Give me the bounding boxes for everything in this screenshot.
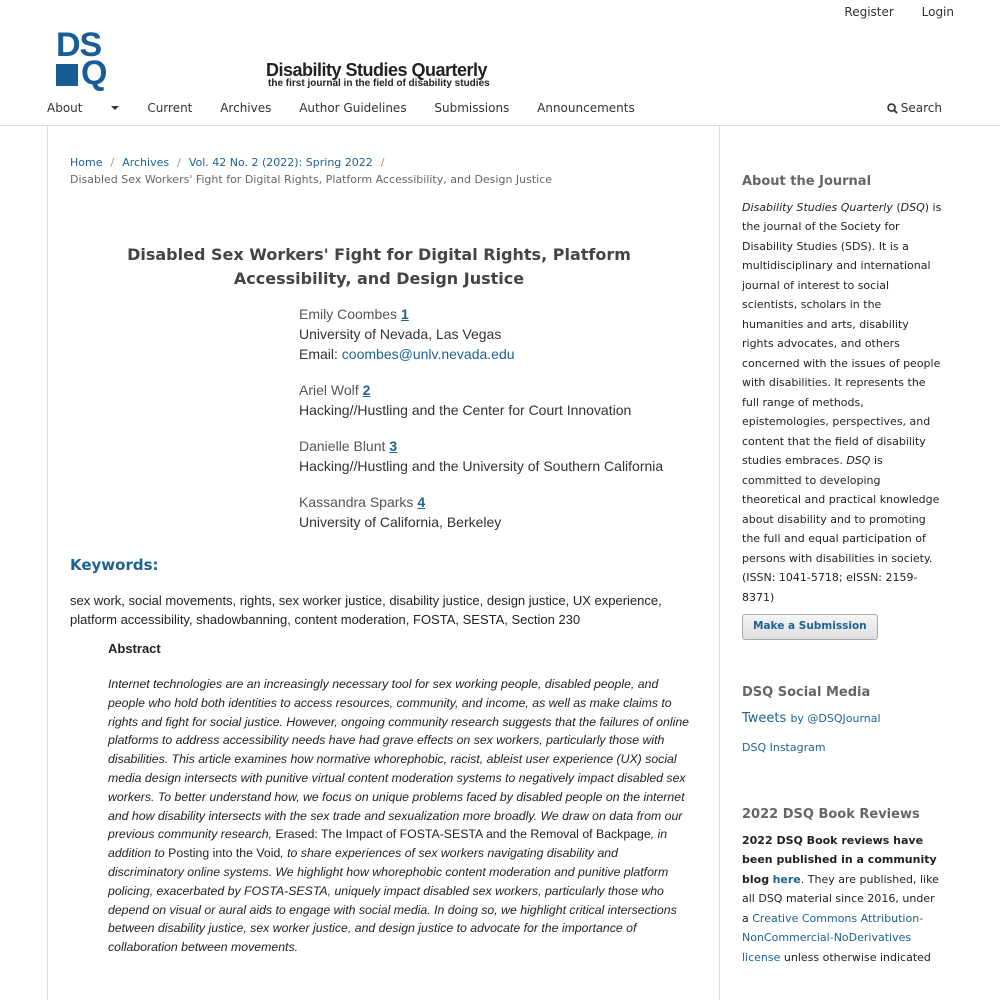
abstract-cited-title: Erased: The Impact of FOSTA-SESTA and the Removal of Backpage xyxy=(275,827,651,842)
abstract-heading: Abstract xyxy=(108,641,161,656)
logo-mark-bottom: Q xyxy=(81,54,107,92)
abstract-cited-title: Posting into the Void xyxy=(168,846,281,861)
author-name: Danielle Blunt xyxy=(299,438,386,454)
article-title: Disabled Sex Workers' Fight for Digital Rights, Platform Accessibility, and Design Justice xyxy=(127,245,631,288)
submission-block xyxy=(742,614,942,640)
author-affiliation: University of Nevada, Las Vegas xyxy=(299,326,502,342)
nav-announcements[interactable]: Announcements xyxy=(537,101,635,115)
book-reviews-heading: 2022 DSQ Book Reviews xyxy=(742,807,920,822)
author-note-link[interactable]: 1 xyxy=(401,306,409,322)
tweets-link[interactable]: Tweets by @DSQJournal xyxy=(742,710,881,726)
author-note-link[interactable]: 4 xyxy=(417,494,426,510)
logo-subtitle: the first journal in the field of disability studies xyxy=(268,78,490,89)
author-list xyxy=(299,304,699,548)
author-affiliation: University of California, Berkeley xyxy=(299,514,502,530)
logo-square-icon xyxy=(56,64,78,86)
chevron-down-icon xyxy=(111,106,119,110)
nav-archives[interactable]: Archives xyxy=(220,101,272,115)
abstract-text: Internet technologies are an increasingly necessary tool for sex working people, disabled people, and people who hold both identities to access resources, community, and income, as well as make claims to rights and fight for social justice. However, ongoing community research suggests that the failures of online platforms to address accessibility needs have had grave effects on sex workers, particularly those with disabilities. This article examines how normative whorephobic, racist, ableist user experience (UX) social media design intersects with punitive virtual content moderation systems to negatively impact disabled sex workers. To better understand how, we focus on unique problems faced by disabled people on the internet and how disability intersects with the sex trade and sexualization more broadly. We draw on data from our previous community research, Erased: The Impact of FOSTA-SESTA and the Removal of Backpage, in addition to Posting into the Void, to share experiences of sex workers navigating disability and discriminatory online systems. We highlight how whorephobic content moderation and punitive platform policing, exacerbated by FOSTA-SESTA, uniquely impact disabled sex workers, particularly those who depend on visual or aural aids to engage with social media. In doing so, we highlight critical intersections between disability justice, sex worker justice, and design justice to advocate for the importance of collaboration between movements. xyxy=(108,677,689,955)
login-link[interactable]: Login xyxy=(921,5,954,19)
search-label: Search xyxy=(900,101,942,115)
social-media-heading: DSQ Social Media xyxy=(742,685,871,700)
nav-about[interactable]: About xyxy=(47,101,119,115)
logo-mark-top: DS xyxy=(56,26,102,64)
keywords-heading: Keywords: xyxy=(70,556,159,574)
about-journal-block xyxy=(742,172,942,607)
social-media-block xyxy=(742,683,942,758)
nav-author-guidelines[interactable]: Author Guidelines xyxy=(299,101,407,115)
author-name: Ariel Wolf xyxy=(299,382,359,398)
breadcrumb-issue[interactable]: Vol. 42 No. 2 (2022): Spring 2022 xyxy=(188,156,373,169)
dsq-logo-mark xyxy=(56,26,122,92)
instagram-link[interactable]: DSQ Instagram xyxy=(742,741,826,754)
author-email-link[interactable]: coombes@unlv.nevada.edu xyxy=(341,346,515,362)
breadcrumb-current: Disabled Sex Workers' Fight for Digital Rights, Platform Accessibility, and Design Justice xyxy=(70,173,553,186)
nav-submissions[interactable]: Submissions xyxy=(434,101,510,115)
license-link[interactable]: Creative Commons Attribution-NonCommercial-NoDerivatives license xyxy=(742,911,924,964)
keywords-text: sex work, social movements, rights, sex worker justice, disability justice, design justice, UX experience, platform accessibility, shadowbanning, content moderation, FOSTA, SESTA, Section 230 xyxy=(70,593,662,627)
author-name: Emily Coombes xyxy=(299,306,398,322)
logo-title: Disability Studies Quarterly xyxy=(266,60,488,80)
about-journal-text: Disability Studies Quarterly (DSQ) is the journal of the Society for Disability Studies (SDS). It is a multidisciplinary and international journal of interest to social scientists, scholars in the humanities and arts, disability rights advocates, and others concerned with the issues of people with disabilities. It represents the full range of methods, epistemologies, perspectives, and content that the field of disability studies embraces. DSQ is committed to developing theoretical and practical knowledge about disability and to promoting the full and equal participation of persons with disabilities in society. (ISSN: 1041-5718; eISSN: 2159-8371) xyxy=(742,200,942,604)
author-email-label: Email: xyxy=(299,346,338,362)
author-note-link[interactable]: 2 xyxy=(362,382,371,398)
about-journal-heading: About the Journal xyxy=(742,174,872,189)
search-icon xyxy=(887,103,898,114)
author-note-link[interactable]: 3 xyxy=(389,438,398,454)
nav-current[interactable]: Current xyxy=(147,101,193,115)
book-reviews-block xyxy=(742,805,942,967)
author-entry xyxy=(299,492,699,532)
journal-logo[interactable] xyxy=(56,26,496,92)
author-entry xyxy=(299,436,699,476)
book-reviews-text: 2022 DSQ Book reviews have been published in a community blog here. They are published, like all DSQ material since 2016, under a Creative Commons Attribution-NonCommercial-NoDerivatives license unless otherwise indicated xyxy=(742,833,939,964)
primary-nav xyxy=(47,101,659,115)
search-link[interactable] xyxy=(887,101,942,115)
author-affiliation: Hacking//Hustling and the University of Southern California xyxy=(299,458,664,474)
breadcrumb: Home / Archives / Vol. 42 No. 2 (2022): Spring 2022 / Disabled Sex Workers' Fight for Digital Rights, Platform Accessibility, and Design Justice xyxy=(70,156,553,186)
register-link[interactable]: Register xyxy=(844,5,894,19)
make-submission-button[interactable]: Make a Submission xyxy=(742,614,878,640)
author-entry xyxy=(299,380,699,420)
breadcrumb-home[interactable]: Home xyxy=(70,156,103,169)
author-name: Kassandra Sparks xyxy=(299,494,414,510)
breadcrumb-archives[interactable]: Archives xyxy=(122,156,170,169)
reviews-here-link[interactable]: here xyxy=(772,872,801,886)
author-affiliation: Hacking//Hustling and the Center for Court Innovation xyxy=(299,402,632,418)
user-nav xyxy=(820,5,954,19)
author-entry xyxy=(299,304,699,364)
